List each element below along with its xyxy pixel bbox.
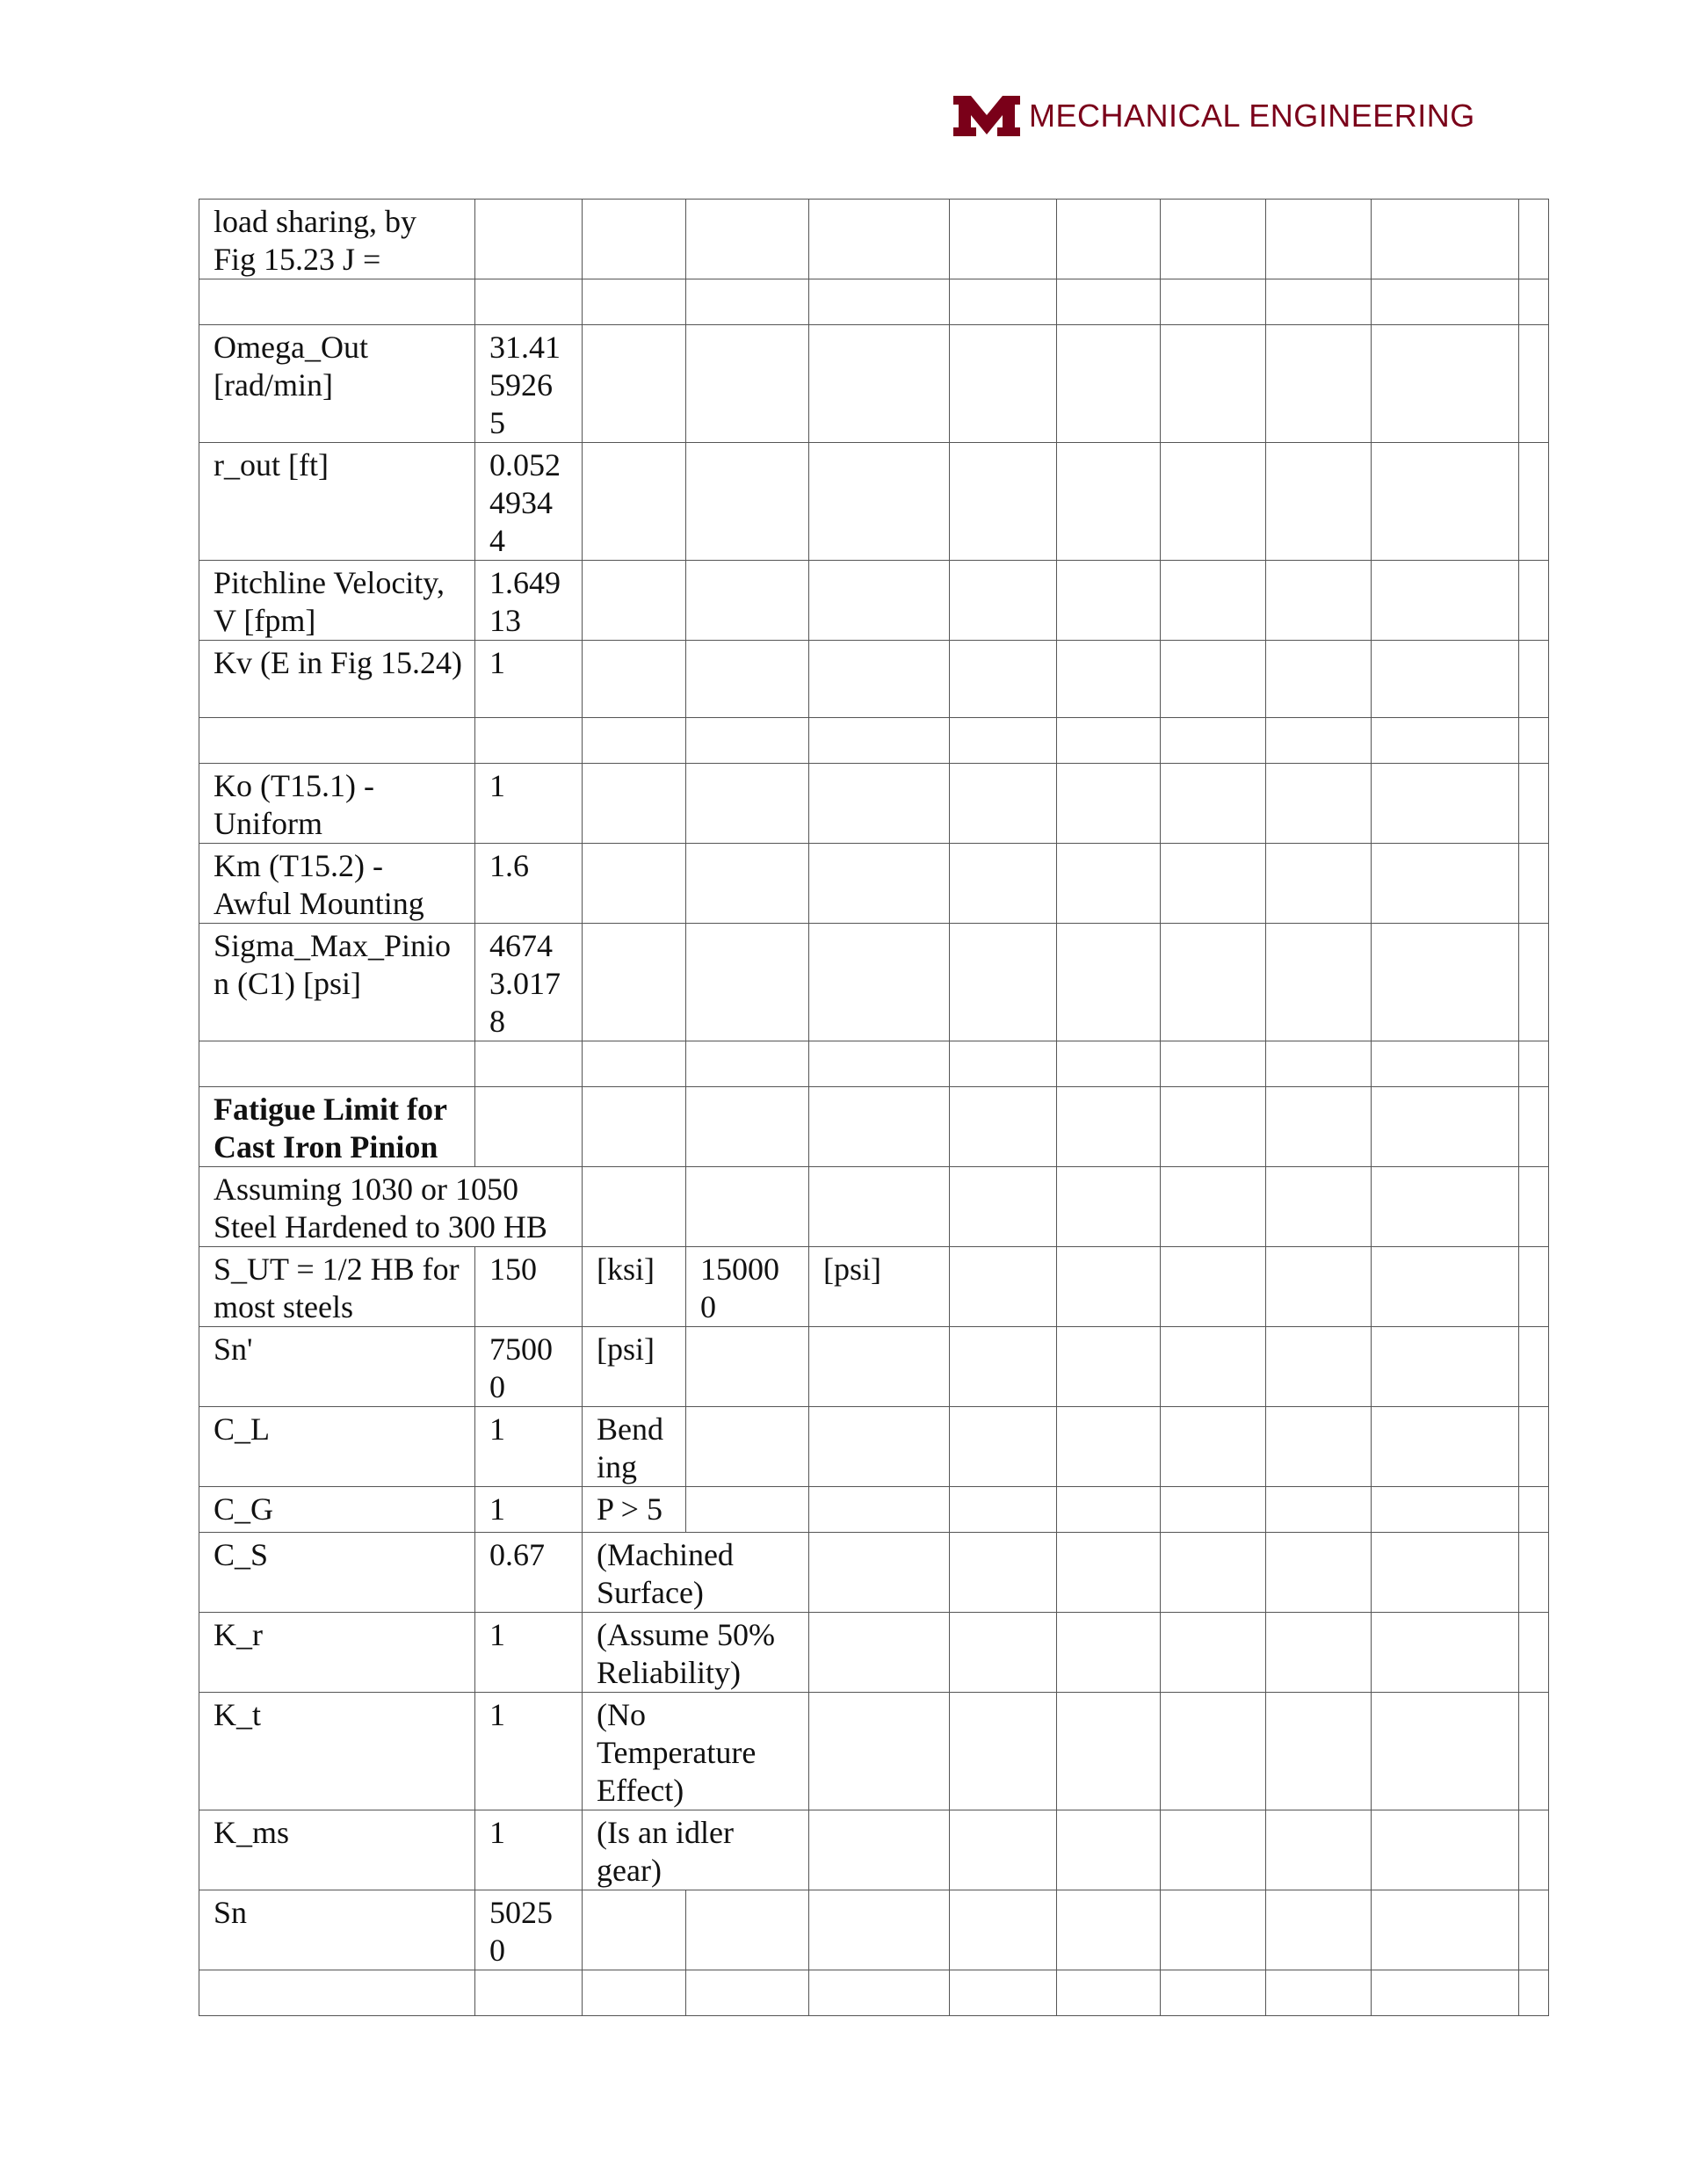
cell	[1161, 924, 1266, 1041]
cell	[1372, 1613, 1519, 1693]
cell	[686, 641, 809, 718]
cell	[1519, 1810, 1549, 1890]
cell	[583, 844, 686, 924]
cell	[583, 1087, 686, 1167]
cell	[1372, 1533, 1519, 1613]
cell	[1519, 1407, 1549, 1487]
table-row	[199, 325, 1549, 443]
cell	[1519, 1247, 1549, 1327]
table-row	[199, 1087, 1549, 1167]
cell	[1161, 641, 1266, 718]
cell	[1266, 561, 1372, 641]
cell	[950, 1533, 1057, 1613]
cell	[686, 325, 809, 443]
cell	[1161, 764, 1266, 844]
param-label	[199, 279, 475, 325]
cell	[950, 561, 1057, 641]
cell	[1519, 1487, 1549, 1533]
param-label: Ko (T15.1) - Uniform	[199, 764, 475, 844]
cell	[686, 764, 809, 844]
cell	[686, 844, 809, 924]
cell	[686, 1890, 809, 1970]
param-value: 1	[475, 641, 583, 718]
cell	[1519, 443, 1549, 561]
table-row	[199, 1487, 1549, 1533]
cell	[1372, 1247, 1519, 1327]
cell	[950, 1487, 1057, 1533]
cell	[950, 1693, 1057, 1810]
cell	[1057, 1041, 1161, 1087]
cell	[1266, 200, 1372, 279]
cell	[1519, 1613, 1549, 1693]
assumption-note: Assuming 1030 or 1050 Steel Hardened to 300 HB	[199, 1167, 583, 1247]
table-row	[199, 1041, 1549, 1087]
converted-value: 15000 0	[686, 1247, 809, 1327]
cell	[809, 1407, 950, 1487]
cell	[1266, 1167, 1372, 1247]
note-cell: (Machined Surface)	[583, 1533, 809, 1613]
param-label: C_G	[199, 1487, 475, 1533]
param-value	[475, 200, 583, 279]
param-label: C_L	[199, 1407, 475, 1487]
cell	[583, 1041, 686, 1087]
cell	[950, 641, 1057, 718]
cell	[1057, 1407, 1161, 1487]
cell	[809, 924, 950, 1041]
cell	[1266, 1327, 1372, 1407]
param-label: r_out [ft]	[199, 443, 475, 561]
param-label: load sharing, by Fig 15.23 J =	[199, 200, 475, 279]
cell	[1372, 1327, 1519, 1407]
cell	[809, 561, 950, 641]
cell	[1161, 1041, 1266, 1087]
cell	[1266, 1533, 1372, 1613]
table-row	[199, 1533, 1549, 1613]
param-value: 150	[475, 1247, 583, 1327]
note-cell: P > 5	[583, 1487, 686, 1533]
cell	[686, 200, 809, 279]
cell	[1057, 1970, 1161, 2016]
table-row	[199, 641, 1549, 718]
cell	[950, 844, 1057, 924]
cell	[686, 1167, 809, 1247]
param-label: Sigma_Max_Pinion (C1) [psi]	[199, 924, 475, 1041]
cell	[1372, 443, 1519, 561]
cell	[809, 764, 950, 844]
param-label: S_UT = 1/2 HB for most steels	[199, 1247, 475, 1327]
cell	[1161, 718, 1266, 764]
cell	[1266, 764, 1372, 844]
param-value	[475, 279, 583, 325]
param-label: K_ms	[199, 1810, 475, 1890]
param-value: 0.67	[475, 1533, 583, 1613]
cell	[1057, 1533, 1161, 1613]
cell	[1057, 200, 1161, 279]
cell	[1519, 1087, 1549, 1167]
cell	[686, 1407, 809, 1487]
param-value: 1	[475, 1613, 583, 1693]
cell	[1057, 1087, 1161, 1167]
cell	[1161, 1890, 1266, 1970]
param-value: 0.052 4934 4	[475, 443, 583, 561]
cell	[1519, 1890, 1549, 1970]
cell	[1161, 325, 1266, 443]
cell	[950, 1890, 1057, 1970]
cell	[1372, 1890, 1519, 1970]
cell	[950, 443, 1057, 561]
cell	[1372, 561, 1519, 641]
cell	[950, 1407, 1057, 1487]
cell	[583, 443, 686, 561]
cell	[1161, 561, 1266, 641]
cell	[809, 200, 950, 279]
param-value: 1.6	[475, 844, 583, 924]
cell	[1372, 279, 1519, 325]
param-value: 7500 0	[475, 1327, 583, 1407]
cell	[1266, 1407, 1372, 1487]
cell	[1057, 561, 1161, 641]
param-label	[199, 1970, 475, 2016]
cell	[809, 1970, 950, 2016]
note-cell: (No Temperature Effect)	[583, 1693, 809, 1810]
cell	[1057, 844, 1161, 924]
cell	[1057, 764, 1161, 844]
cell	[583, 1890, 686, 1970]
table-row	[199, 1613, 1549, 1693]
cell	[1057, 325, 1161, 443]
cell	[1161, 1970, 1266, 2016]
cell	[1519, 1533, 1549, 1613]
cell	[686, 718, 809, 764]
cell	[1161, 1693, 1266, 1810]
cell	[1057, 1247, 1161, 1327]
param-label: Sn'	[199, 1327, 475, 1407]
param-value: 1	[475, 764, 583, 844]
cell	[1519, 325, 1549, 443]
cell	[1057, 443, 1161, 561]
cell	[1161, 1087, 1266, 1167]
table-row	[199, 1693, 1549, 1810]
table-row	[199, 561, 1549, 641]
cell	[1161, 279, 1266, 325]
cell	[1161, 1810, 1266, 1890]
param-label	[199, 718, 475, 764]
table-row	[199, 718, 1549, 764]
cell	[809, 1613, 950, 1693]
cell	[686, 1970, 809, 2016]
unit-cell: [psi]	[809, 1247, 950, 1327]
cell	[583, 325, 686, 443]
cell	[1266, 443, 1372, 561]
department-name: MECHANICAL ENGINEERING	[1029, 98, 1475, 134]
table-row	[199, 1890, 1549, 1970]
cell	[1057, 924, 1161, 1041]
unit-cell: [ksi]	[583, 1247, 686, 1327]
cell	[809, 641, 950, 718]
cell	[1372, 844, 1519, 924]
cell	[809, 1167, 950, 1247]
cell	[950, 279, 1057, 325]
unit-cell: [psi]	[583, 1327, 686, 1407]
table-row	[199, 200, 1549, 279]
cell	[950, 1087, 1057, 1167]
cell	[950, 200, 1057, 279]
cell	[686, 443, 809, 561]
param-label: Kv (E in Fig 15.24)	[199, 641, 475, 718]
cell	[1161, 844, 1266, 924]
cell	[1519, 561, 1549, 641]
cell	[583, 1167, 686, 1247]
cell	[1057, 1890, 1161, 1970]
param-value: 1.649 13	[475, 561, 583, 641]
page-header	[953, 95, 1475, 137]
cell	[1372, 325, 1519, 443]
cell	[1266, 718, 1372, 764]
cell	[1057, 279, 1161, 325]
cell	[1266, 641, 1372, 718]
cell	[686, 279, 809, 325]
table-row	[199, 1167, 1549, 1247]
note-cell: (Is an idler gear)	[583, 1810, 809, 1890]
cell	[1519, 844, 1549, 924]
cell	[583, 718, 686, 764]
cell	[809, 325, 950, 443]
cell	[1372, 764, 1519, 844]
cell	[809, 1890, 950, 1970]
table-row	[199, 1810, 1549, 1890]
cell	[809, 443, 950, 561]
cell	[809, 1693, 950, 1810]
param-value: 5025 0	[475, 1890, 583, 1970]
cell	[1519, 1167, 1549, 1247]
cell	[1266, 325, 1372, 443]
table-row	[199, 844, 1549, 924]
cell	[1519, 1327, 1549, 1407]
cell	[583, 924, 686, 1041]
cell	[1519, 200, 1549, 279]
cell	[686, 1327, 809, 1407]
cell	[1372, 1041, 1519, 1087]
cell	[950, 1613, 1057, 1693]
param-label: K_r	[199, 1613, 475, 1693]
cell	[809, 279, 950, 325]
cell	[1519, 924, 1549, 1041]
param-label: Km (T15.2) - Awful Mounting	[199, 844, 475, 924]
cell	[1161, 1407, 1266, 1487]
table-row	[199, 443, 1549, 561]
cell	[1161, 1533, 1266, 1613]
note-cell: Bend ing	[583, 1407, 686, 1487]
param-label: K_t	[199, 1693, 475, 1810]
param-label: Omega_Out [rad/min]	[199, 325, 475, 443]
cell	[1161, 1487, 1266, 1533]
cell	[1057, 718, 1161, 764]
cell	[1266, 844, 1372, 924]
cell	[809, 1327, 950, 1407]
cell	[950, 1247, 1057, 1327]
param-value: 1	[475, 1810, 583, 1890]
cell	[1372, 1167, 1519, 1247]
cell	[809, 1087, 950, 1167]
cell	[950, 1041, 1057, 1087]
param-label: Sn	[199, 1890, 475, 1970]
table-row	[199, 1247, 1549, 1327]
table-row	[199, 764, 1549, 844]
table-row	[199, 1407, 1549, 1487]
cell	[1372, 641, 1519, 718]
cell	[1161, 1327, 1266, 1407]
cell	[1161, 1247, 1266, 1327]
cell	[583, 764, 686, 844]
cell	[1057, 1487, 1161, 1533]
cell	[583, 641, 686, 718]
cell	[1266, 1810, 1372, 1890]
cell	[1519, 1693, 1549, 1810]
cell	[1372, 1487, 1519, 1533]
cell	[1266, 1041, 1372, 1087]
cell	[583, 279, 686, 325]
cell	[1519, 1041, 1549, 1087]
cell	[1372, 1407, 1519, 1487]
cell	[809, 1041, 950, 1087]
param-label: C_S	[199, 1533, 475, 1613]
cell	[1372, 1693, 1519, 1810]
calculation-table	[199, 199, 1549, 2016]
cell	[809, 718, 950, 764]
cell	[1266, 924, 1372, 1041]
cell	[1161, 1613, 1266, 1693]
cell	[686, 561, 809, 641]
param-label	[199, 1041, 475, 1087]
param-value: 1	[475, 1693, 583, 1810]
param-value	[475, 718, 583, 764]
param-value	[475, 1970, 583, 2016]
cell	[809, 1487, 950, 1533]
cell	[1519, 764, 1549, 844]
cell	[583, 200, 686, 279]
cell	[686, 1041, 809, 1087]
cell	[1057, 1167, 1161, 1247]
cell	[1057, 1613, 1161, 1693]
cell	[686, 924, 809, 1041]
cell	[583, 1970, 686, 2016]
cell	[1519, 718, 1549, 764]
table-row	[199, 924, 1549, 1041]
cell	[1161, 1167, 1266, 1247]
cell	[950, 1810, 1057, 1890]
param-value: 4674 3.017 8	[475, 924, 583, 1041]
param-value: 31.415926 5	[475, 325, 583, 443]
cell	[950, 1327, 1057, 1407]
cell	[583, 561, 686, 641]
cell	[1161, 443, 1266, 561]
cell	[809, 1533, 950, 1613]
cell	[1057, 1327, 1161, 1407]
param-value	[475, 1041, 583, 1087]
cell	[1372, 924, 1519, 1041]
param-value: 1	[475, 1407, 583, 1487]
table-row	[199, 279, 1549, 325]
cell	[1519, 279, 1549, 325]
cell	[1372, 1810, 1519, 1890]
cell	[1161, 200, 1266, 279]
table-row	[199, 1970, 1549, 2016]
cell	[686, 1487, 809, 1533]
cell	[1372, 1970, 1519, 2016]
cell	[950, 924, 1057, 1041]
cell	[1372, 1087, 1519, 1167]
cell	[1266, 1970, 1372, 2016]
cell	[1372, 200, 1519, 279]
cell	[1266, 1693, 1372, 1810]
cell	[1266, 1890, 1372, 1970]
cell	[809, 1810, 950, 1890]
cell	[1266, 279, 1372, 325]
cell	[809, 844, 950, 924]
param-value	[475, 1087, 583, 1167]
cell	[950, 325, 1057, 443]
cell	[1266, 1247, 1372, 1327]
cell	[950, 764, 1057, 844]
cell	[1266, 1487, 1372, 1533]
cell	[1266, 1087, 1372, 1167]
cell	[1057, 641, 1161, 718]
cell	[950, 718, 1057, 764]
cell	[1372, 718, 1519, 764]
param-value: 1	[475, 1487, 583, 1533]
cell	[686, 1087, 809, 1167]
cell	[1519, 641, 1549, 718]
table-row	[199, 1327, 1549, 1407]
param-label: Pitchline Velocity, V [fpm]	[199, 561, 475, 641]
note-cell: (Assume 50% Reliability)	[583, 1613, 809, 1693]
section-heading: Fatigue Limit for Cast Iron Pinion	[199, 1087, 475, 1167]
cell	[1266, 1613, 1372, 1693]
cell	[1519, 1970, 1549, 2016]
cell	[1057, 1693, 1161, 1810]
university-m-logo-icon	[953, 96, 1020, 136]
cell	[950, 1167, 1057, 1247]
cell	[1057, 1810, 1161, 1890]
cell	[950, 1970, 1057, 2016]
